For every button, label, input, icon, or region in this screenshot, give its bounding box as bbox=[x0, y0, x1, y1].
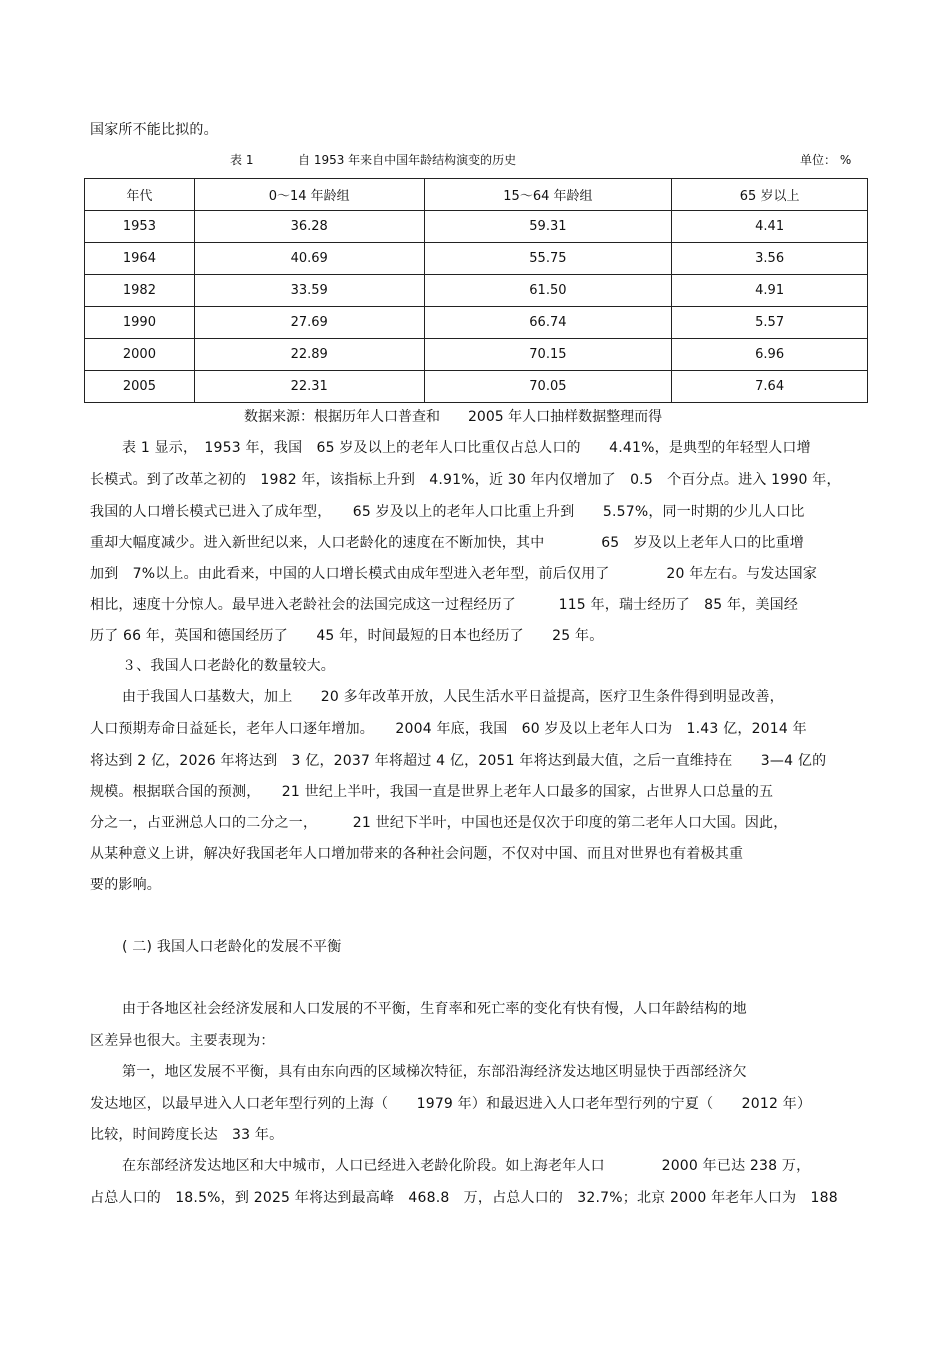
table-caption-label: 表 1 bbox=[230, 153, 254, 167]
table-cell: 70.05 bbox=[424, 371, 672, 403]
paragraph-line: 人口预期寿命日益延长，老年人口逐年增加。 2004 年底，我国 60 岁及以上老年人口为 1.43 亿，2014 年 bbox=[90, 721, 807, 737]
paragraph-line: 分之一，占亚洲总人口的二分之一， 21 世纪下半叶，中国也还是仅次于印度的第二老年人口大国。因此， bbox=[90, 815, 788, 831]
table-cell: 59.31 bbox=[424, 211, 672, 243]
table-cell: 7.64 bbox=[672, 371, 868, 403]
paragraph-line: 第一，地区发展不平衡，具有由东向西的区域梯次特征，东部沿海经济发达地区明显快于西部经济欠 bbox=[122, 1064, 747, 1080]
table-row bbox=[85, 243, 868, 275]
table-caption-title: 自 1953 年来自中国年龄结构演变的历史 bbox=[298, 153, 517, 167]
paragraph-line: 占总人口的 18.5%，到 2025 年将达到最高峰 468.8 万，占总人口的 32.7%；北京 2000 年老年人口为 188 bbox=[90, 1190, 838, 1206]
table-cell: 6.96 bbox=[672, 339, 868, 371]
paragraph-line: 发达地区，以最早进入人口老年型行列的上海（ 1979 年）和最迟进入人口老年型行列的宁夏（ 2012 年） bbox=[90, 1096, 812, 1112]
table-cell: 22.31 bbox=[194, 371, 424, 403]
section-heading: ( 二) 我国人口老龄化的发展不平衡 bbox=[122, 939, 342, 955]
paragraph-line: 在东部经济发达地区和大中城市，人口已经进入老龄化阶段。如上海老年人口 2000 年已达 238 万， bbox=[122, 1158, 811, 1174]
paragraph-line: 加到 7%以上。由此看来，中国的人口增长模式由成年型进入老年型，前后仅用了 20 年左右。与发达国家 bbox=[90, 566, 818, 582]
paragraph-line: 从某种意义上讲，解决好我国老年人口增加带来的各种社会问题，不仅对中国、而且对世界也有着极其重 bbox=[90, 846, 744, 862]
table-cell: 4.41 bbox=[672, 211, 868, 243]
table-cell: 3.56 bbox=[672, 243, 868, 275]
table-cell: 66.74 bbox=[424, 307, 672, 339]
table-cell: 2005 bbox=[85, 371, 195, 403]
table-cell: 1982 bbox=[85, 275, 195, 307]
table-header-row bbox=[85, 179, 868, 211]
table-cell: 61.50 bbox=[424, 275, 672, 307]
table-header-cell: 15～64 年龄组 bbox=[424, 179, 672, 211]
table-cell: 36.28 bbox=[194, 211, 424, 243]
subheading: ３、我国人口老龄化的数量较大。 bbox=[122, 658, 335, 674]
table-cell: 1990 bbox=[85, 307, 195, 339]
table-cell: 55.75 bbox=[424, 243, 672, 275]
paragraph-line: 规模。根据联合国的预测， 21 世纪上半叶，我国一直是世界上老年人口最多的国家，占世界人口总量的五 bbox=[90, 784, 774, 800]
paragraph-line: 将达到 2 亿，2026 年将达到 3 亿，2037 年将超过 4 亿，2051 年将达到最大值，之后一直维持在 3—4 亿的 bbox=[90, 753, 827, 769]
paragraph-line: 比较，时间跨度长达 33 年。 bbox=[90, 1127, 284, 1143]
paragraph-line: 表 1 显示， 1953 年，我国 65 岁及以上的老年人口比重仅占总人口的 4.41%，是典型的年轻型人口增 bbox=[122, 440, 811, 456]
table-row bbox=[85, 371, 868, 403]
table-row bbox=[85, 275, 868, 307]
table-caption-unit: 单位： % bbox=[800, 153, 852, 167]
table-cell: 27.69 bbox=[194, 307, 424, 339]
data-source-note: 数据来源：根据历年人口普查和 2005 年人口抽样数据整理而得 bbox=[244, 409, 663, 425]
paragraph-line: 要的影响。 bbox=[90, 877, 161, 893]
paragraph-line: 重却大幅度减少。进入新世纪以来，人口老龄化的速度在不断加快，其中 65 岁及以上老年人口的比重增 bbox=[90, 535, 805, 551]
paragraph-line: 由于我国人口基数大，加上 20 多年改革开放，人民生活水平日益提高，医疗卫生条件得到明显改善， bbox=[122, 689, 784, 705]
table-cell: 4.91 bbox=[672, 275, 868, 307]
age-structure-table bbox=[84, 178, 868, 403]
table-cell: 1964 bbox=[85, 243, 195, 275]
table-cell: 33.59 bbox=[194, 275, 424, 307]
paragraph-line: 长模式。到了改革之初的 1982 年，该指标上升到 4.91%，近 30 年内仅增加了 0.5 个百分点。进入 1990 年， bbox=[90, 472, 841, 488]
paragraph-line: 相比，速度十分惊人。最早进入老龄社会的法国完成这一过程经历了 115 年，瑞士经历了 85 年，美国经 bbox=[90, 597, 799, 613]
table-cell: 1953 bbox=[85, 211, 195, 243]
paragraph-line: 由于各地区社会经济发展和人口发展的不平衡，生育率和死亡率的变化有快有慢，人口年龄结构的地 bbox=[122, 1001, 747, 1017]
table-cell: 70.15 bbox=[424, 339, 672, 371]
paragraph-line: 历了 66 年，英国和德国经历了 45 年，时间最短的日本也经历了 25 年。 bbox=[90, 628, 604, 644]
table-cell: 22.89 bbox=[194, 339, 424, 371]
table-row bbox=[85, 211, 868, 243]
paragraph-line: 区差异也很大。主要表现为： bbox=[90, 1033, 275, 1049]
table-row bbox=[85, 307, 868, 339]
table-cell: 2000 bbox=[85, 339, 195, 371]
paragraph-line: 我国的人口增长模式已进入了成年型， 65 岁及以上的老年人口比重上升到 5.57%，同一时期的少儿人口比 bbox=[90, 504, 805, 520]
table-cell: 5.57 bbox=[672, 307, 868, 339]
table-header-cell: 65 岁以上 bbox=[672, 179, 868, 211]
table-header-cell: 0～14 年龄组 bbox=[194, 179, 424, 211]
table-cell: 40.69 bbox=[194, 243, 424, 275]
table-row bbox=[85, 339, 868, 371]
table-header-cell: 年代 bbox=[85, 179, 195, 211]
lead-line: 国家所不能比拟的。 bbox=[90, 122, 218, 138]
